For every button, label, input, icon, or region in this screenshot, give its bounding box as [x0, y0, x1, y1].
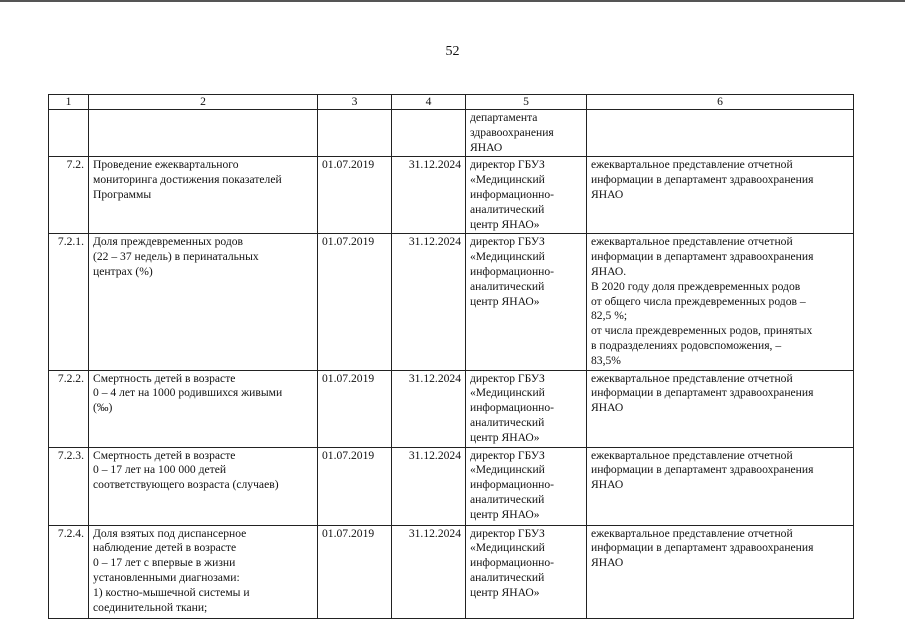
expected-result-line: информации в департамент здравоохранения: [591, 463, 814, 477]
expected-result-line: от общего числа преждевременных родов –: [591, 294, 806, 308]
expected-result-line: от числа преждевременных родов, принятых: [591, 324, 813, 338]
expected-result-cell: [587, 234, 854, 370]
row-number-cell: 7.2.4.: [49, 525, 89, 618]
table-row: [49, 447, 854, 525]
responsible-executor-line: центр ЯНАО»: [470, 507, 540, 521]
measure-name-cell: [89, 234, 318, 370]
row-number-cell: 7.2.2.: [49, 370, 89, 447]
measure-name-line: (‰): [93, 401, 113, 415]
start-date-cell: 01.07.2019: [318, 525, 392, 618]
expected-result-cell: [587, 525, 854, 618]
table-row: [49, 370, 854, 447]
table-row: [49, 110, 854, 157]
measure-name-line: 0 – 17 лет с впервые в жизни: [93, 556, 236, 570]
responsible-executor-line: аналитический: [470, 492, 545, 506]
row-number-cell: 7.2.1.: [49, 234, 89, 370]
header-row: [49, 95, 854, 110]
measure-name-line: Доля взятых под диспансерное: [93, 526, 247, 540]
measure-name-line: (22 – 37 недель) в перинатальных: [93, 250, 259, 264]
top-border-line: [0, 0, 905, 2]
responsible-executor-line: департамента: [470, 111, 538, 124]
expected-result-line: ежеквартальное представление отчетной: [591, 158, 793, 172]
measure-name-line: соединительной ткани;: [93, 600, 208, 614]
responsible-executor-cell: [466, 110, 587, 157]
header-cell: 5: [466, 95, 587, 110]
expected-result-cell: [587, 157, 854, 234]
expected-result-line: ЯНАО: [591, 401, 624, 415]
measure-name-line: соответствующего возраста (случаев): [93, 478, 279, 492]
responsible-executor-line: центр ЯНАО»: [470, 294, 540, 308]
responsible-executor-cell: [466, 234, 587, 370]
responsible-executor-line: ЯНАО: [470, 140, 503, 154]
measure-name-line: Смертность детей в возрасте: [93, 448, 236, 462]
responsible-executor-line: центр ЯНАО»: [470, 585, 540, 599]
expected-result-line: в подразделениях родовспоможения, –: [591, 338, 782, 352]
responsible-executor-line: информационно-: [470, 478, 555, 492]
responsible-executor-line: аналитический: [470, 415, 545, 429]
responsible-executor-line: директор ГБУЗ: [470, 158, 545, 172]
expected-result-line: 82,5 %;: [591, 309, 628, 323]
expected-result-line: ежеквартальное представление отчетной: [591, 371, 793, 385]
start-date-cell: 01.07.2019: [318, 370, 392, 447]
expected-result-line: ежеквартальное представление отчетной: [591, 526, 793, 540]
expected-result-line: информации в департамент здравоохранения: [591, 173, 814, 187]
expected-result-cell: [587, 370, 854, 447]
header-cell: 4: [392, 95, 466, 110]
responsible-executor-line: информационно-: [470, 401, 555, 415]
measure-name-line: 0 – 17 лет на 100 000 детей: [93, 463, 227, 477]
end-date-cell: 31.12.2024: [392, 234, 466, 370]
row-number-cell: 7.2.: [49, 157, 89, 234]
expected-result-line: ЯНАО: [591, 187, 624, 201]
table-row: [49, 525, 854, 618]
responsible-executor-line: аналитический: [470, 202, 545, 216]
row-number-cell: 7.2.3.: [49, 447, 89, 525]
expected-result-line: информации в департамент здравоохранения: [591, 250, 814, 264]
measure-name-cell: [89, 370, 318, 447]
end-date-cell: 31.12.2024: [392, 157, 466, 234]
end-date-cell: 31.12.2024: [392, 447, 466, 525]
measures-table: [48, 94, 854, 619]
header-cell: 2: [89, 95, 318, 110]
measure-name-line: наблюдение детей в возрасте: [93, 541, 237, 555]
responsible-executor-line: «Медицинский: [470, 173, 545, 187]
responsible-executor-cell: [466, 447, 587, 525]
end-date-cell: [392, 110, 466, 157]
measure-name-line: установленными диагнозами:: [93, 570, 240, 584]
end-date-cell: 31.12.2024: [392, 370, 466, 447]
expected-result-line: 83,5%: [591, 353, 621, 367]
expected-result-line: В 2020 году доля преждевременных родов: [591, 279, 801, 293]
table-row: [49, 157, 854, 234]
expected-result-line: информации в департамент здравоохранения: [591, 541, 814, 555]
responsible-executor-line: аналитический: [470, 279, 545, 293]
responsible-executor-line: здравоохранения: [470, 125, 554, 139]
responsible-executor-line: центр ЯНАО»: [470, 217, 540, 231]
start-date-cell: 01.07.2019: [318, 157, 392, 234]
responsible-executor-line: «Медицинский: [470, 463, 545, 477]
responsible-executor-line: «Медицинский: [470, 541, 545, 555]
responsible-executor-line: директор ГБУЗ: [470, 371, 545, 385]
start-date-cell: 01.07.2019: [318, 234, 392, 370]
expected-result-cell: [587, 447, 854, 525]
responsible-executor-line: информационно-: [470, 556, 555, 570]
responsible-executor-line: центр ЯНАО»: [470, 430, 540, 444]
expected-result-line: информации в департамент здравоохранения: [591, 386, 814, 400]
expected-result-line: ежеквартальное представление отчетной: [591, 235, 793, 249]
header-cell: 1: [49, 95, 89, 110]
responsible-executor-line: аналитический: [470, 570, 545, 584]
start-date-cell: 01.07.2019: [318, 447, 392, 525]
responsible-executor-cell: [466, 157, 587, 234]
row-number-cell: [49, 110, 89, 157]
measure-name-cell: [89, 110, 318, 157]
measure-name-line: 0 – 4 лет на 1000 родившихся живыми: [93, 386, 283, 400]
expected-result-line: ЯНАО: [591, 556, 624, 570]
measure-name-cell: [89, 525, 318, 618]
responsible-executor-line: информационно-: [470, 187, 555, 201]
responsible-executor-line: «Медицинский: [470, 386, 545, 400]
expected-result-line: ЯНАО: [591, 478, 624, 492]
end-date-cell: 31.12.2024: [392, 525, 466, 618]
measure-name-cell: [89, 447, 318, 525]
responsible-executor-line: директор ГБУЗ: [470, 448, 545, 462]
expected-result-line: ежеквартальное представление отчетной: [591, 448, 793, 462]
header-cell: 3: [318, 95, 392, 110]
page-number: 52: [445, 44, 460, 59]
measure-name-line: 1) костно-мышечной системы и: [93, 585, 250, 599]
responsible-executor-line: информационно-: [470, 264, 555, 278]
measure-name-line: Проведение ежеквартального: [93, 158, 239, 172]
expected-result-line: ЯНАО.: [591, 264, 627, 278]
header-cell: 6: [587, 95, 854, 110]
responsible-executor-line: «Медицинский: [470, 250, 545, 264]
table-row: [49, 234, 854, 370]
responsible-executor-line: директор ГБУЗ: [470, 526, 545, 540]
start-date-cell: [318, 110, 392, 157]
responsible-executor-line: директор ГБУЗ: [470, 235, 545, 249]
measure-name-line: мониторинга достижения показателей: [93, 173, 282, 187]
measure-name-cell: [89, 157, 318, 234]
measure-name-line: центрах (%): [93, 264, 153, 278]
expected-result-cell: [587, 110, 854, 157]
measure-name-line: Программы: [93, 187, 152, 201]
measure-name-line: Смертность детей в возрасте: [93, 371, 236, 385]
measure-name-line: Доля преждевременных родов: [93, 235, 243, 249]
responsible-executor-cell: [466, 370, 587, 447]
responsible-executor-cell: [466, 525, 587, 618]
